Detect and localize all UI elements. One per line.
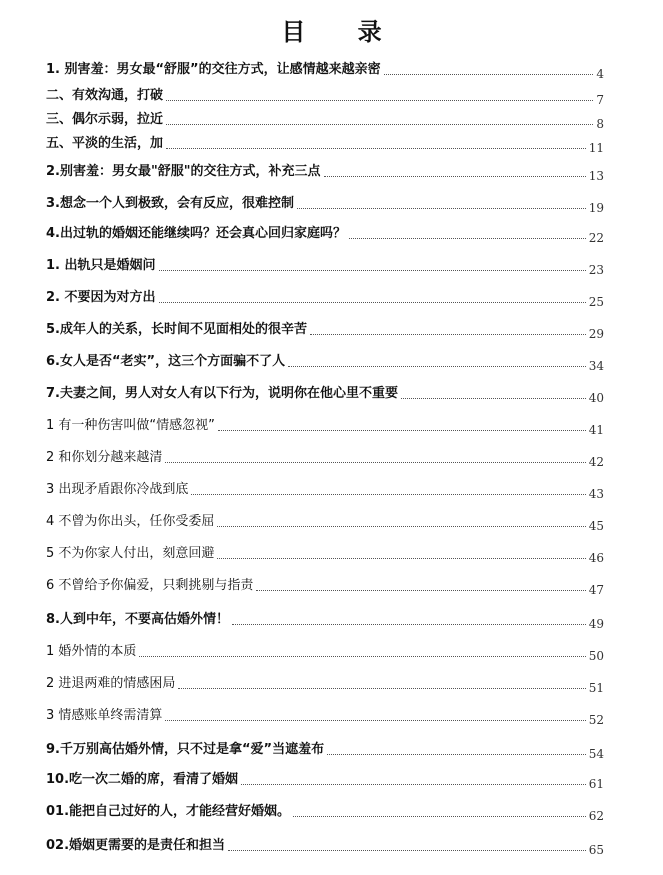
toc-leader-dots — [217, 558, 585, 559]
toc-entry-label: 6 不曾给予你偏爱，只剩挑剔与指责 — [46, 578, 254, 593]
toc-entry-page-number: 50 — [588, 649, 604, 663]
toc-leader-dots — [228, 850, 586, 851]
toc-entry-label: 5 不为你家人付出，刻意回避 — [46, 546, 215, 561]
toc-entry-label: 02.婚姻更需要的是责任和担当 — [46, 838, 226, 853]
toc-entry-page-number: 43 — [588, 487, 604, 501]
toc-leader-dots — [166, 100, 593, 101]
toc-leader-dots — [217, 526, 585, 527]
toc-leader-dots — [324, 176, 586, 177]
toc-entry-page-number: 4 — [596, 67, 604, 81]
toc-entry-page-number: 23 — [588, 263, 604, 277]
toc-entry-label: 4.出过轨的婚姻还能继续吗？还会真心回归家庭吗？ — [46, 226, 346, 241]
toc-entry-label: 3 出现矛盾跟你冷战到底 — [46, 482, 189, 497]
toc-entry-label: 1. 别害羞：男女最“舒服”的交往方式，让感情越来越亲密 — [46, 62, 381, 77]
toc-leader-dots — [384, 74, 594, 75]
toc-entry[interactable] — [46, 772, 604, 791]
toc-entry[interactable] — [46, 164, 604, 183]
toc-entry[interactable] — [46, 450, 604, 469]
toc-entry[interactable] — [46, 708, 604, 727]
toc-entry[interactable] — [46, 62, 604, 81]
toc-entry-label: 3 情感账单终需清算 — [46, 708, 163, 723]
toc-entry-page-number: 11 — [588, 141, 604, 155]
toc-entry-label: 2.别害羞：男女最"舒服"的交往方式，补充三点 — [46, 164, 321, 179]
toc-entry-page-number: 61 — [588, 777, 604, 791]
toc-entry-page-number: 7 — [596, 93, 604, 107]
toc-entry[interactable] — [46, 546, 604, 565]
toc-leader-dots — [139, 656, 585, 657]
toc-entry[interactable] — [46, 804, 604, 823]
toc-entry-label: 4 不曾为你出头，任你受委屈 — [46, 514, 215, 529]
toc-leader-dots — [218, 430, 586, 431]
toc-entry[interactable] — [46, 354, 604, 373]
toc-entry-page-number: 46 — [588, 551, 604, 565]
toc-entry-label: 五、平淡的生活，加 — [46, 136, 164, 151]
toc-entry-label: 5.成年人的关系，长时间不见面相处的很辛苦 — [46, 322, 307, 337]
toc-entry-label: 10.吃一次二婚的席，看清了婚姻 — [46, 772, 239, 787]
toc-leader-dots — [310, 334, 586, 335]
toc-entry[interactable] — [46, 290, 604, 309]
toc-entry[interactable] — [46, 226, 604, 245]
toc-leader-dots — [191, 494, 585, 495]
toc-entry-label: 6.女人是否“老实”，这三个方面骗不了人 — [46, 354, 286, 369]
toc-entry[interactable] — [46, 418, 604, 437]
toc-entry-page-number: 42 — [588, 455, 604, 469]
toc-entry-label: 7.夫妻之间，男人对女人有以下行为，说明你在他心里不重要 — [46, 386, 398, 401]
toc-entry-page-number: 45 — [588, 519, 604, 533]
toc-entry-page-number: 25 — [588, 295, 604, 309]
toc-entry-page-number: 40 — [588, 391, 604, 405]
toc-leader-dots — [288, 366, 586, 367]
toc-entry-page-number: 13 — [588, 169, 604, 183]
toc-entry[interactable] — [46, 742, 604, 761]
toc-entry-label: 2. 不要因为对方出 — [46, 290, 156, 305]
toc-entry-page-number: 47 — [588, 583, 604, 597]
toc-entry-label: 3.想念一个人到极致，会有反应，很难控制 — [46, 196, 294, 211]
toc-entry-label: 1 婚外情的本质 — [46, 644, 137, 659]
toc-leader-dots — [349, 238, 586, 239]
toc-leader-dots — [256, 590, 585, 591]
toc-leader-dots — [327, 754, 586, 755]
toc-leader-dots — [159, 302, 586, 303]
toc-entry-page-number: 49 — [588, 617, 604, 631]
toc-entry-label: 1 有一种伤害叫做“情感忽视” — [46, 418, 215, 433]
toc-leader-dots — [166, 124, 593, 125]
toc-entry-label: 2 进退两难的情感困局 — [46, 676, 176, 691]
toc-entry-label: 三、偶尔示弱，拉近 — [46, 112, 164, 127]
toc-title: 目 录 — [281, 17, 404, 46]
toc-entry[interactable] — [46, 322, 604, 341]
toc-entry-label: 9.千万别高估婚外情，只不过是拿“爱”当遮羞布 — [46, 742, 325, 757]
toc-entry[interactable] — [46, 838, 604, 857]
toc-leader-dots — [241, 784, 586, 785]
toc-entry-page-number: 29 — [588, 327, 604, 341]
toc-entry-page-number: 52 — [588, 713, 604, 727]
toc-leader-dots — [293, 816, 586, 817]
toc-entry[interactable] — [46, 88, 604, 107]
toc-leader-dots — [178, 688, 585, 689]
toc-entry[interactable] — [46, 112, 604, 131]
toc-entry-label: 二、有效沟通，打破 — [46, 88, 164, 103]
toc-entry[interactable] — [46, 258, 604, 277]
toc-leader-dots — [401, 398, 586, 399]
toc-entry[interactable] — [46, 482, 604, 501]
toc-entry[interactable] — [46, 196, 604, 215]
toc-leader-dots — [165, 462, 585, 463]
toc-entry-page-number: 34 — [588, 359, 604, 373]
toc-entry-label: 1. 出轨只是婚姻问 — [46, 258, 156, 273]
toc-entry[interactable] — [46, 136, 604, 155]
toc-entry-label: 8.人到中年，不要高估婚外情！ — [46, 612, 229, 627]
toc-entry-page-number: 22 — [588, 231, 604, 245]
toc-entry-page-number: 62 — [588, 809, 604, 823]
toc-entry[interactable] — [46, 612, 604, 631]
toc-entry[interactable] — [46, 514, 604, 533]
toc-leader-dots — [232, 624, 586, 625]
toc-entry[interactable] — [46, 386, 604, 405]
toc-entry[interactable] — [46, 676, 604, 695]
toc-entry-page-number: 65 — [588, 843, 604, 857]
toc-entry-label: 2 和你划分越来越清 — [46, 450, 163, 465]
toc-leader-dots — [165, 720, 585, 721]
toc-entry[interactable] — [46, 578, 604, 597]
toc-leader-dots — [297, 208, 586, 209]
toc-entry-page-number: 51 — [588, 681, 604, 695]
toc-entry-page-number: 41 — [588, 423, 604, 437]
toc-entry-page-number: 19 — [588, 201, 604, 215]
toc-entry[interactable] — [46, 644, 604, 663]
toc-leader-dots — [159, 270, 586, 271]
toc-leader-dots — [166, 148, 586, 149]
toc-entry-page-number: 54 — [588, 747, 604, 761]
toc-entry-page-number: 8 — [596, 117, 604, 131]
toc-entry-label: 01.能把自己过好的人，才能经营好婚姻。 — [46, 804, 291, 819]
